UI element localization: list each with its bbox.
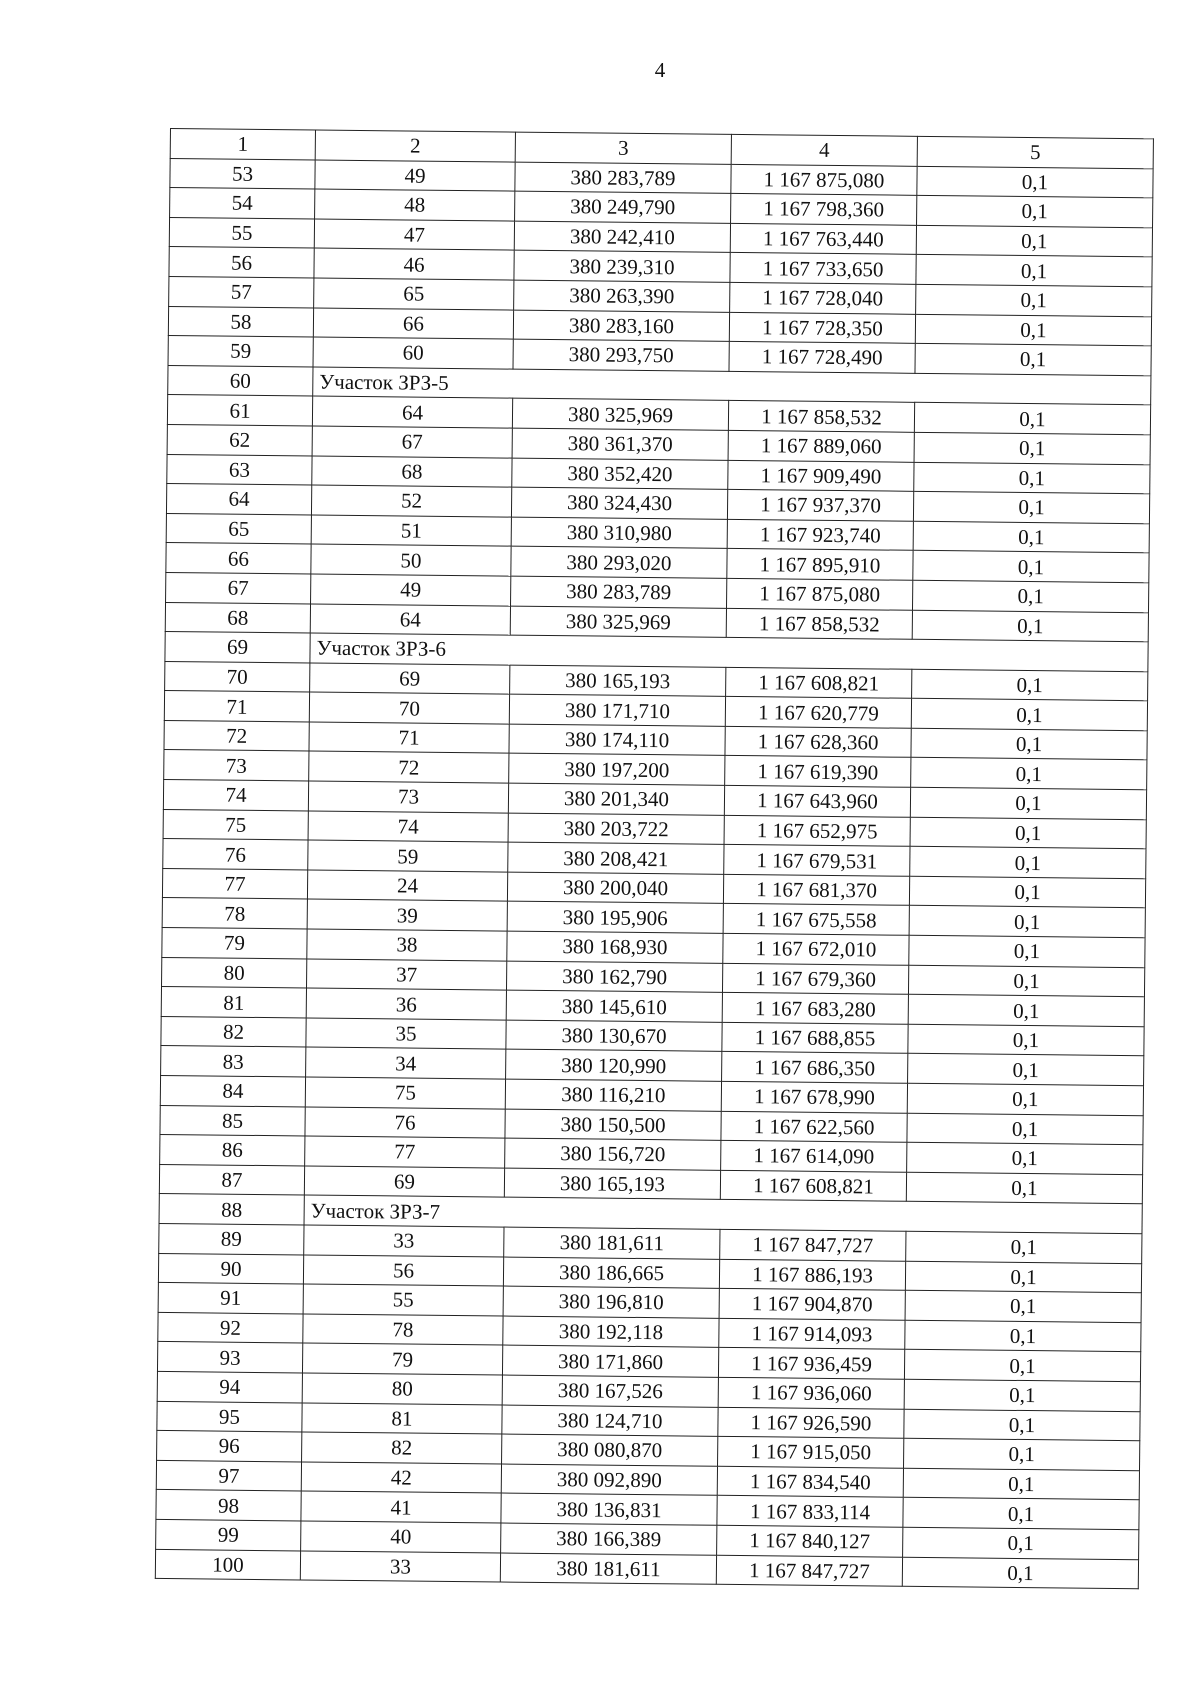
point-number-cell: 48: [315, 189, 515, 221]
accuracy-cell: 0,1: [912, 580, 1148, 612]
point-number-cell: 80: [302, 1373, 502, 1405]
point-number-cell: 47: [314, 219, 514, 251]
y-coordinate-cell: 1 167 798,360: [731, 194, 917, 226]
accuracy-cell: 0,1: [912, 610, 1148, 642]
x-coordinate-cell: 380 324,430: [511, 487, 727, 519]
point-number-cell: 74: [308, 811, 508, 843]
row-number-cell: 79: [162, 927, 307, 958]
column-header: 5: [917, 136, 1153, 168]
row-number-cell: 97: [156, 1460, 301, 1491]
y-coordinate-cell: 1 167 679,360: [722, 963, 908, 995]
x-coordinate-cell: 380 116,210: [505, 1079, 721, 1111]
x-coordinate-cell: 380 293,020: [511, 546, 727, 578]
y-coordinate-cell: 1 167 620,779: [725, 697, 911, 729]
row-number-cell: 71: [164, 691, 309, 722]
x-coordinate-cell: 380 361,370: [512, 428, 728, 460]
x-coordinate-cell: 380 283,789: [515, 162, 731, 194]
y-coordinate-cell: 1 167 834,540: [717, 1466, 903, 1498]
accuracy-cell: 0,1: [909, 906, 1145, 938]
accuracy-cell: 0,1: [914, 403, 1150, 435]
x-coordinate-cell: 380 165,193: [504, 1168, 720, 1200]
x-coordinate-cell: 380 192,118: [503, 1316, 719, 1348]
point-number-cell: 69: [310, 663, 510, 695]
row-number-cell: 98: [156, 1490, 301, 1521]
y-coordinate-cell: 1 167 904,870: [719, 1288, 905, 1320]
y-coordinate-cell: 1 167 833,114: [717, 1496, 903, 1528]
row-number-cell: 78: [162, 898, 307, 929]
y-coordinate-cell: 1 167 681,370: [723, 874, 909, 906]
point-number-cell: 46: [314, 248, 514, 280]
row-number-cell: 92: [158, 1312, 303, 1343]
x-coordinate-cell: 380 092,890: [501, 1464, 717, 1496]
y-coordinate-cell: 1 167 936,060: [718, 1377, 904, 1409]
accuracy-cell: 0,1: [909, 876, 1145, 908]
x-coordinate-cell: 380 283,160: [513, 310, 729, 342]
y-coordinate-cell: 1 167 915,050: [718, 1436, 904, 1468]
section-title-cell: Участок ЗРЗ-5: [313, 367, 1151, 405]
point-number-cell: 64: [312, 396, 512, 428]
row-number-cell: 84: [160, 1075, 305, 1106]
y-coordinate-cell: 1 167 840,127: [717, 1525, 903, 1557]
row-number-cell: 65: [166, 513, 311, 544]
column-header: 1: [170, 129, 315, 160]
point-number-cell: 60: [313, 337, 513, 369]
accuracy-cell: 0,1: [904, 1409, 1140, 1441]
y-coordinate-cell: 1 167 875,080: [731, 164, 917, 196]
row-number-cell: 69: [165, 632, 310, 663]
row-number-cell: 58: [168, 306, 313, 337]
row-number-cell: 56: [169, 247, 314, 278]
point-number-cell: 66: [313, 308, 513, 340]
row-number-cell: 57: [169, 276, 314, 307]
row-number-cell: 95: [157, 1401, 302, 1432]
accuracy-cell: 0,1: [908, 965, 1144, 997]
point-number-cell: 75: [305, 1077, 505, 1109]
column-header: 2: [315, 130, 515, 162]
row-number-cell: 85: [160, 1105, 305, 1136]
accuracy-cell: 0,1: [914, 432, 1150, 464]
row-number-cell: 60: [168, 365, 313, 396]
y-coordinate-cell: 1 167 889,060: [728, 430, 914, 462]
x-coordinate-cell: 380 166,389: [501, 1523, 717, 1555]
x-coordinate-cell: 380 201,340: [508, 783, 724, 815]
y-coordinate-cell: 1 167 678,990: [721, 1081, 907, 1113]
accuracy-cell: 0,1: [903, 1498, 1139, 1530]
point-number-cell: 39: [307, 899, 507, 931]
y-coordinate-cell: 1 167 909,490: [728, 460, 914, 492]
x-coordinate-cell: 380 325,969: [510, 606, 726, 638]
accuracy-cell: 0,1: [905, 1290, 1141, 1322]
point-number-cell: 51: [311, 515, 511, 547]
x-coordinate-cell: 380 165,193: [510, 665, 726, 697]
x-coordinate-cell: 380 242,410: [514, 221, 730, 253]
x-coordinate-cell: 380 310,980: [511, 517, 727, 549]
point-number-cell: 52: [311, 485, 511, 517]
row-number-cell: 53: [170, 158, 315, 189]
y-coordinate-cell: 1 167 614,090: [721, 1141, 907, 1173]
y-coordinate-cell: 1 167 847,727: [720, 1229, 906, 1261]
y-coordinate-cell: 1 167 652,975: [724, 815, 910, 847]
y-coordinate-cell: 1 167 679,531: [724, 845, 910, 877]
accuracy-cell: 0,1: [911, 728, 1147, 760]
x-coordinate-cell: 380 239,310: [514, 250, 730, 282]
x-coordinate-cell: 380 263,390: [514, 280, 730, 312]
x-coordinate-cell: 380 283,789: [511, 576, 727, 608]
y-coordinate-cell: 1 167 608,821: [726, 667, 912, 699]
point-number-cell: 24: [307, 870, 507, 902]
x-coordinate-cell: 380 150,500: [505, 1109, 721, 1141]
row-number-cell: 82: [161, 1016, 306, 1047]
point-number-cell: 70: [309, 692, 509, 724]
x-coordinate-cell: 380 145,610: [506, 990, 722, 1022]
point-number-cell: 50: [311, 544, 511, 576]
accuracy-cell: 0,1: [910, 817, 1146, 849]
row-number-cell: 64: [166, 484, 311, 515]
accuracy-cell: 0,1: [914, 462, 1150, 494]
y-coordinate-cell: 1 167 858,532: [728, 401, 914, 433]
point-number-cell: 65: [314, 278, 514, 310]
row-number-cell: 80: [162, 957, 307, 988]
x-coordinate-cell: 380 174,110: [509, 724, 725, 756]
accuracy-cell: 0,1: [917, 196, 1153, 228]
y-coordinate-cell: 1 167 622,560: [721, 1111, 907, 1143]
y-coordinate-cell: 1 167 763,440: [730, 223, 916, 255]
x-coordinate-cell: 380 203,722: [508, 813, 724, 845]
row-number-cell: 94: [157, 1371, 302, 1402]
accuracy-cell: 0,1: [906, 1231, 1142, 1263]
point-number-cell: 49: [311, 574, 511, 606]
x-coordinate-cell: 380 208,421: [508, 842, 724, 874]
y-coordinate-cell: 1 167 923,740: [727, 519, 913, 551]
point-number-cell: 37: [306, 959, 506, 991]
accuracy-cell: 0,1: [910, 847, 1146, 879]
point-number-cell: 33: [300, 1550, 500, 1582]
y-coordinate-cell: 1 167 914,093: [719, 1318, 905, 1350]
accuracy-cell: 0,1: [915, 343, 1151, 375]
x-coordinate-cell: 380 162,790: [506, 961, 722, 993]
y-coordinate-cell: 1 167 875,080: [727, 578, 913, 610]
accuracy-cell: 0,1: [903, 1468, 1139, 1500]
x-coordinate-cell: 380 352,420: [512, 458, 728, 490]
accuracy-cell: 0,1: [917, 166, 1153, 198]
point-number-cell: 33: [304, 1225, 504, 1257]
row-number-cell: 100: [155, 1549, 300, 1580]
accuracy-cell: 0,1: [911, 758, 1147, 790]
accuracy-cell: 0,1: [908, 1024, 1144, 1056]
y-coordinate-cell: 1 167 608,821: [720, 1170, 906, 1202]
point-number-cell: 73: [308, 781, 508, 813]
accuracy-cell: 0,1: [916, 255, 1152, 287]
x-coordinate-cell: 380 168,930: [507, 931, 723, 963]
x-coordinate-cell: 380 186,665: [503, 1257, 719, 1289]
accuracy-cell: 0,1: [907, 1142, 1143, 1174]
accuracy-cell: 0,1: [902, 1557, 1138, 1589]
x-coordinate-cell: 380 293,750: [513, 339, 729, 371]
y-coordinate-cell: 1 167 619,390: [725, 756, 911, 788]
point-number-cell: 35: [306, 1018, 506, 1050]
x-coordinate-cell: 380 171,710: [509, 694, 725, 726]
accuracy-cell: 0,1: [910, 787, 1146, 819]
y-coordinate-cell: 1 167 683,280: [722, 993, 908, 1025]
y-coordinate-cell: 1 167 895,910: [727, 549, 913, 581]
coordinates-table: [155, 128, 1154, 1589]
x-coordinate-cell: 380 120,990: [506, 1049, 722, 1081]
row-number-cell: 62: [167, 424, 312, 455]
point-number-cell: 67: [312, 426, 512, 458]
point-number-cell: 77: [305, 1136, 505, 1168]
row-number-cell: 81: [161, 987, 306, 1018]
row-number-cell: 54: [170, 188, 315, 219]
point-number-cell: 38: [307, 929, 507, 961]
row-number-cell: 89: [159, 1223, 304, 1254]
point-number-cell: 72: [309, 751, 509, 783]
point-number-cell: 82: [302, 1432, 502, 1464]
accuracy-cell: 0,1: [913, 551, 1149, 583]
accuracy-cell: 0,1: [903, 1527, 1139, 1559]
accuracy-cell: 0,1: [904, 1350, 1140, 1382]
accuracy-cell: 0,1: [904, 1438, 1140, 1470]
point-number-cell: 56: [303, 1255, 503, 1287]
x-coordinate-cell: 380 200,040: [507, 872, 723, 904]
row-number-cell: 63: [167, 454, 312, 485]
accuracy-cell: 0,1: [904, 1379, 1140, 1411]
point-number-cell: 81: [302, 1402, 502, 1434]
point-number-cell: 55: [303, 1284, 503, 1316]
point-number-cell: 69: [304, 1166, 504, 1198]
y-coordinate-cell: 1 167 733,650: [730, 253, 916, 285]
x-coordinate-cell: 380 124,710: [502, 1405, 718, 1437]
y-coordinate-cell: 1 167 686,350: [722, 1052, 908, 1084]
column-header: 4: [731, 134, 917, 166]
row-number-cell: 68: [165, 602, 310, 633]
x-coordinate-cell: 380 171,860: [502, 1345, 718, 1377]
point-number-cell: 78: [303, 1314, 503, 1346]
y-coordinate-cell: 1 167 937,370: [727, 489, 913, 521]
point-number-cell: 40: [301, 1521, 501, 1553]
y-coordinate-cell: 1 167 728,490: [729, 342, 915, 374]
accuracy-cell: 0,1: [912, 669, 1148, 701]
row-number-cell: 99: [156, 1519, 301, 1550]
accuracy-cell: 0,1: [909, 935, 1145, 967]
row-number-cell: 83: [161, 1046, 306, 1077]
y-coordinate-cell: 1 167 628,360: [725, 726, 911, 758]
row-number-cell: 59: [168, 336, 313, 367]
y-coordinate-cell: 1 167 728,350: [729, 312, 915, 344]
row-number-cell: 74: [163, 780, 308, 811]
row-number-cell: 93: [157, 1342, 302, 1373]
accuracy-cell: 0,1: [906, 1172, 1142, 1204]
accuracy-cell: 0,1: [907, 1113, 1143, 1145]
accuracy-cell: 0,1: [908, 1054, 1144, 1086]
x-coordinate-cell: 380 181,611: [504, 1227, 720, 1259]
x-coordinate-cell: 380 136,831: [501, 1493, 717, 1525]
row-number-cell: 90: [158, 1253, 303, 1284]
y-coordinate-cell: 1 167 926,590: [718, 1407, 904, 1439]
row-number-cell: 73: [164, 750, 309, 781]
point-number-cell: 64: [310, 603, 510, 635]
accuracy-cell: 0,1: [916, 225, 1152, 257]
row-number-cell: 88: [159, 1194, 304, 1225]
x-coordinate-cell: 380 181,611: [500, 1553, 716, 1585]
column-header: 3: [515, 132, 731, 164]
x-coordinate-cell: 380 195,906: [507, 902, 723, 934]
row-number-cell: 70: [165, 661, 310, 692]
row-number-cell: 76: [163, 839, 308, 870]
y-coordinate-cell: 1 167 858,532: [726, 608, 912, 640]
point-number-cell: 42: [301, 1462, 501, 1494]
row-number-cell: 67: [166, 572, 311, 603]
row-number-cell: 96: [157, 1431, 302, 1462]
page-number: 4: [654, 58, 666, 82]
point-number-cell: 36: [306, 988, 506, 1020]
row-number-cell: 72: [164, 720, 309, 751]
point-number-cell: 34: [306, 1047, 506, 1079]
x-coordinate-cell: 380 325,969: [512, 398, 728, 430]
section-title-cell: Участок ЗРЗ-7: [304, 1195, 1142, 1233]
row-number-cell: 87: [159, 1164, 304, 1195]
row-number-cell: 55: [169, 217, 314, 248]
y-coordinate-cell: 1 167 728,040: [730, 282, 916, 314]
y-coordinate-cell: 1 167 672,010: [723, 933, 909, 965]
accuracy-cell: 0,1: [913, 491, 1149, 523]
accuracy-cell: 0,1: [908, 994, 1144, 1026]
y-coordinate-cell: 1 167 675,558: [723, 904, 909, 936]
x-coordinate-cell: 380 130,670: [506, 1020, 722, 1052]
y-coordinate-cell: 1 167 936,459: [718, 1348, 904, 1380]
x-coordinate-cell: 380 080,870: [502, 1434, 718, 1466]
y-coordinate-cell: 1 167 643,960: [724, 785, 910, 817]
section-title-cell: Участок ЗРЗ-6: [310, 633, 1148, 671]
y-coordinate-cell: 1 167 688,855: [722, 1022, 908, 1054]
row-number-cell: 75: [163, 809, 308, 840]
accuracy-cell: 0,1: [916, 284, 1152, 316]
x-coordinate-cell: 380 197,200: [509, 754, 725, 786]
accuracy-cell: 0,1: [905, 1320, 1141, 1352]
accuracy-cell: 0,1: [905, 1261, 1141, 1293]
point-number-cell: 41: [301, 1491, 501, 1523]
x-coordinate-cell: 380 249,790: [515, 191, 731, 223]
row-number-cell: 77: [162, 868, 307, 899]
table-body: [155, 129, 1153, 1589]
row-number-cell: 66: [166, 543, 311, 574]
point-number-cell: 49: [315, 160, 515, 192]
x-coordinate-cell: 380 196,810: [503, 1286, 719, 1318]
accuracy-cell: 0,1: [915, 314, 1151, 346]
row-number-cell: 61: [167, 395, 312, 426]
row-number-cell: 86: [160, 1135, 305, 1166]
point-number-cell: 71: [309, 722, 509, 754]
point-number-cell: 79: [302, 1343, 502, 1375]
x-coordinate-cell: 380 167,526: [502, 1375, 718, 1407]
accuracy-cell: 0,1: [911, 699, 1147, 731]
point-number-cell: 68: [312, 456, 512, 488]
point-number-cell: 59: [308, 840, 508, 872]
accuracy-cell: 0,1: [913, 521, 1149, 553]
point-number-cell: 76: [305, 1107, 505, 1139]
y-coordinate-cell: 1 167 886,193: [719, 1259, 905, 1291]
y-coordinate-cell: 1 167 847,727: [716, 1555, 902, 1587]
row-number-cell: 91: [158, 1283, 303, 1314]
accuracy-cell: 0,1: [907, 1083, 1143, 1115]
x-coordinate-cell: 380 156,720: [505, 1138, 721, 1170]
